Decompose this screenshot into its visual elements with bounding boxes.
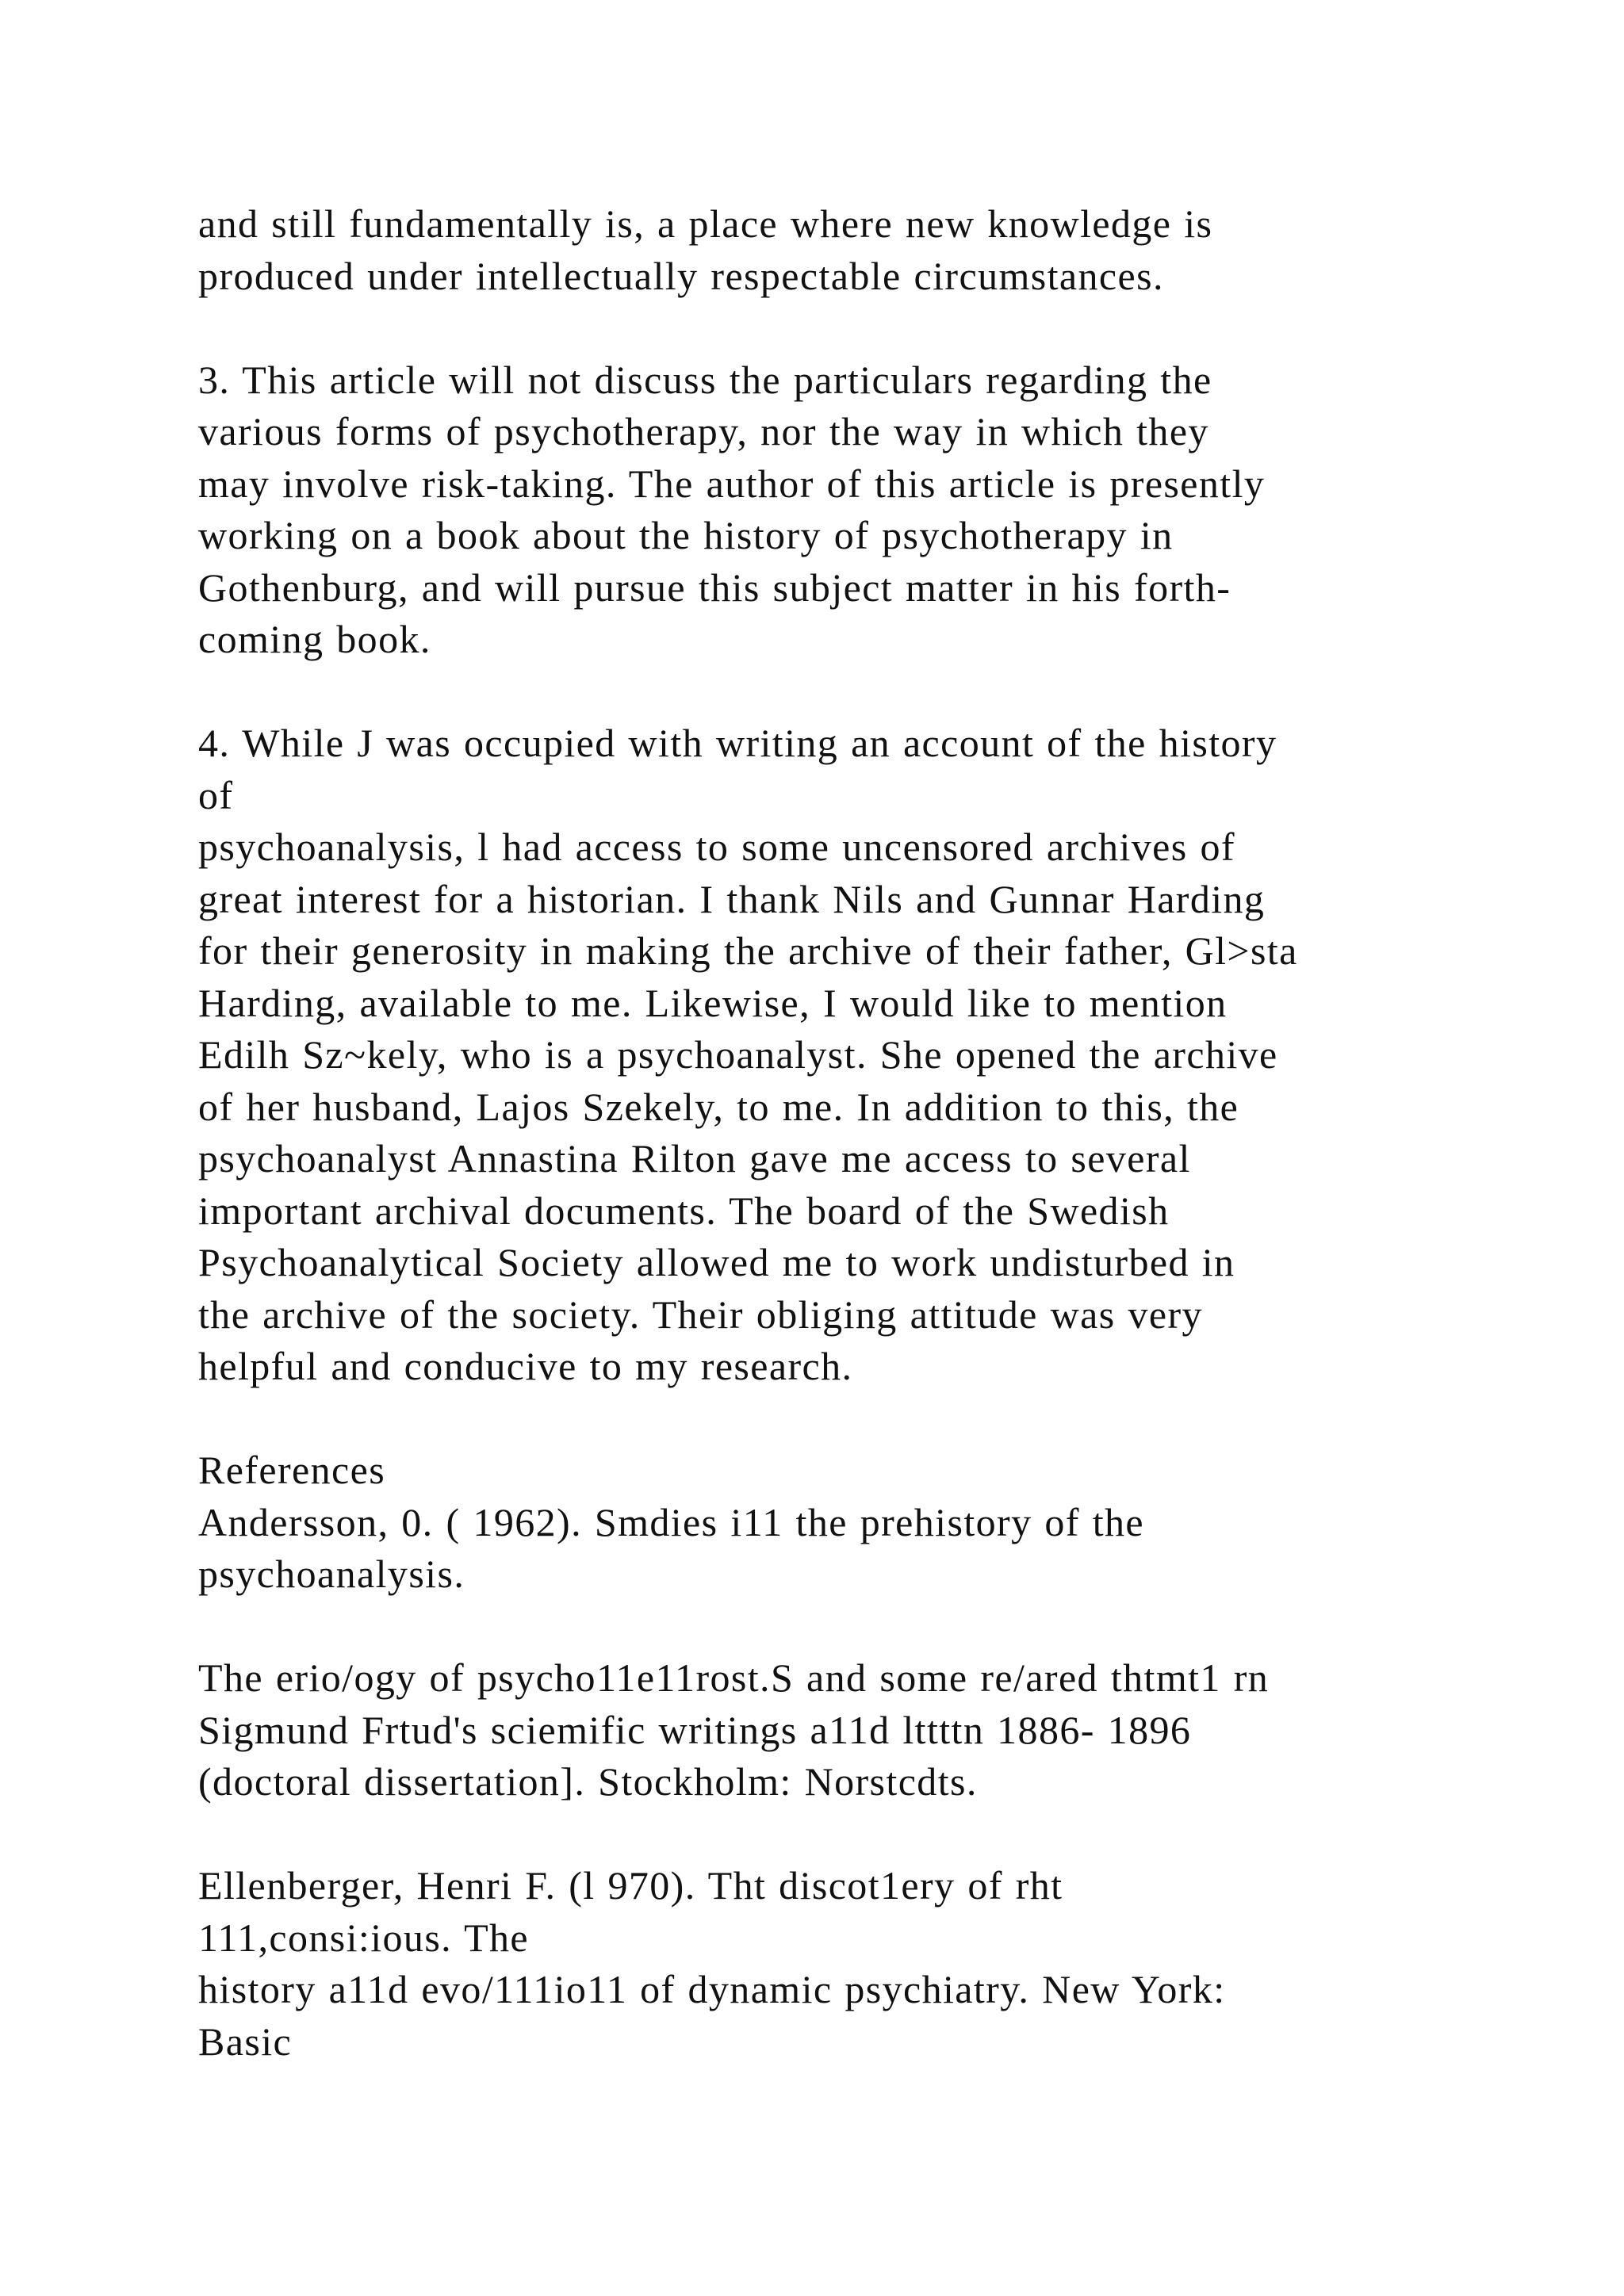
paragraph-gap bbox=[198, 666, 1610, 718]
text-line: Basic bbox=[198, 2019, 293, 2064]
text-line: 3. This article will not discuss the particulars regarding the bbox=[198, 357, 1212, 402]
text-line: Edilh Sz~kely, who is a psychoanalyst. She opened the archive bbox=[198, 1032, 1278, 1077]
paragraph-gap bbox=[198, 302, 1610, 354]
text-line: and still fundamentally is, a place where new knowledge is bbox=[198, 201, 1213, 246]
text-line: working on a book about the history of psychotherapy in bbox=[198, 513, 1174, 557]
text-line: psychoanalysis. bbox=[198, 1552, 465, 1596]
text-line: Ellenberger, Henri F. (l 970). Tht discot1ery of rht bbox=[198, 1863, 1063, 1908]
paragraph-institution bbox=[198, 198, 1610, 302]
text-line: (doctoral dissertation]. Stockholm: Norstcdts. bbox=[198, 1759, 978, 1804]
paragraph-gap bbox=[198, 1808, 1610, 1861]
text-line: Andersson, 0. ( 1962). Smdies i11 the prehistory of the bbox=[198, 1499, 1144, 1544]
text-line: history a11d evo/111io11 of dynamic psychiatry. New York: bbox=[198, 1967, 1226, 2011]
text-line: Sigmund Frtud's sciemific writings a11d lttttn 1886- 1896 bbox=[198, 1707, 1192, 1752]
reference-entry bbox=[198, 1652, 1610, 1808]
text-line: of bbox=[198, 772, 234, 817]
text-line: Psychoanalytical Society allowed me to work undisturbed in bbox=[198, 1240, 1235, 1284]
text-line: psychoanalysis, l had access to some uncensored archives of bbox=[198, 825, 1235, 869]
note-4-paragraph bbox=[198, 718, 1610, 1393]
text-line: 4. While J was occupied with writing an account of the history bbox=[198, 721, 1277, 765]
paragraph-gap bbox=[198, 1601, 1610, 1653]
text-line: helpful and conducive to my research. bbox=[198, 1344, 853, 1388]
text-line: important archival documents. The board of the Swedish bbox=[198, 1188, 1170, 1233]
text-line: The erio/ogy of psycho11e11rost.S and some re/ared thtmt1 rn bbox=[198, 1655, 1270, 1700]
text-line: various forms of psychotherapy, nor the way in which they bbox=[198, 409, 1209, 453]
text-line: produced under intellectually respectable circumstances. bbox=[198, 253, 1164, 298]
text-line: may involve risk-taking. The author of this article is presently bbox=[198, 461, 1266, 506]
paragraph-gap bbox=[198, 1393, 1610, 1445]
note-3-paragraph bbox=[198, 354, 1610, 666]
text-line: the archive of the society. Their obliging attitude was very bbox=[198, 1292, 1203, 1337]
text-line: great interest for a historian. I thank Nils and Gunnar Harding bbox=[198, 876, 1266, 921]
text-line: psychoanalyst Annastina Rilton gave me access to several bbox=[198, 1136, 1191, 1181]
references-section bbox=[198, 1445, 1610, 2068]
text-line: Gothenburg, and will pursue this subject matter in his forth- bbox=[198, 564, 1231, 610]
text-line: for their generosity in making the archive of their father, Gl>sta bbox=[198, 928, 1298, 973]
reference-entry bbox=[198, 1860, 1610, 2068]
text-line: coming book. bbox=[198, 617, 431, 661]
document-body bbox=[198, 198, 1610, 2068]
references-heading: References bbox=[198, 1448, 386, 1492]
text-line: of her husband, Lajos Szekely, to me. In addition to this, the bbox=[198, 1084, 1239, 1129]
text-line: 111,consi:ious. The bbox=[198, 1915, 530, 1960]
text-line: Harding, available to me. Likewise, I would like to mention bbox=[198, 980, 1228, 1025]
reference-entry bbox=[198, 1497, 1610, 1601]
